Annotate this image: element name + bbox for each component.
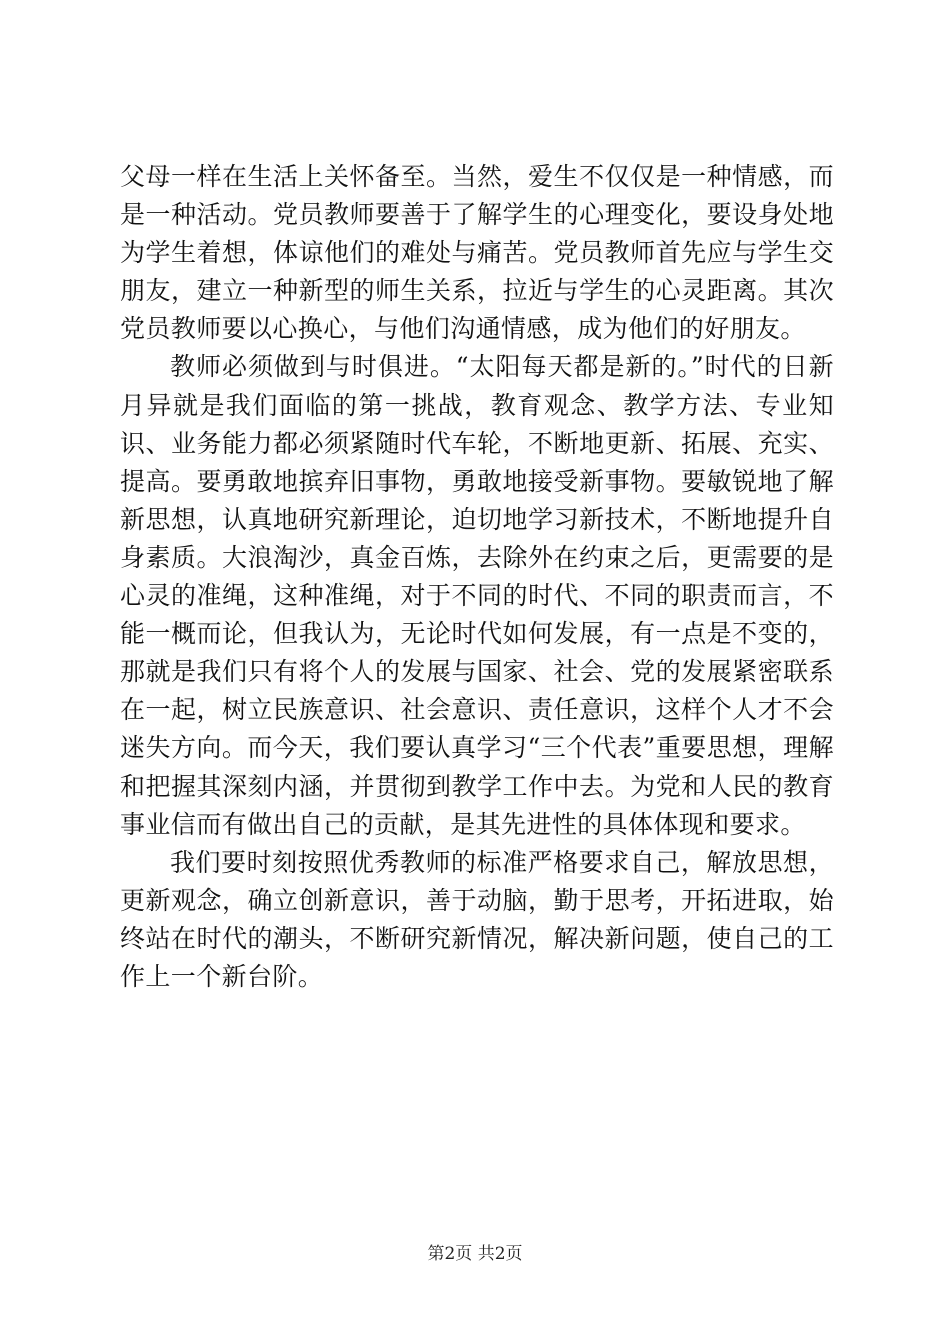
paragraph-continuation: 父母一样在生活上关怀备至。当然，爱生不仅仅是一种情感，而是一种活动。党员教师要善于了解学生的心理变化，要设身处地为学生着想，体谅他们的难处与痛苦。党员教师首先应与学生交朋友，建立一种新型的师生关系，拉近与学生的心灵距离。其次党员教师要以心换心，与他们沟通情感，成为他们的好朋友。: [120, 162, 834, 344]
page-number-footer: 第2页 共2页: [427, 1244, 523, 1264]
document-body: [120, 158, 834, 996]
paragraph-keep-pace-with-times: 教师必须做到与时俱进。“太阳每天都是新的。”时代的日新月异就是我们面临的第一挑战，教育观念、教学方法、专业知识、业务能力都必须紧随时代车轮，不断地更新、拓展、充实、提高。要勇敢地摈弃旧事物，勇敢地接受新事物。要敏锐地了解新思想，认真地研究新理论，迫切地学习新技术，不断地提升自身素质。大浪淘沙，真金百炼，去除外在约束之后，更需要的是心灵的准绳，这种准绳，对于不同的时代、不同的职责而言，不能一概而论，但我认为，无论时代如何发展，有一点是不变的，那就是我们只有将个人的发展与国家、社会、党的发展紧密联系在一起，树立民族意识、社会意识、责任意识，这样个人才不会迷失方向。而今天，我们要认真学习“三个代表”重要思想，理解和把握其深刻内涵，并贯彻到教学工作中去。为党和人民的教育事业信而有做出自己的贡献，是其先进性的具体体现和要求。: [120, 352, 834, 839]
paragraph-strict-standards: 我们要时刻按照优秀教师的标准严格要求自己，解放思想，更新观念，确立创新意识，善于动脑，勤于思考，开拓进取，始终站在时代的潮头，不断研究新情况，解决新问题，使自己的工作上一个新台阶。: [120, 847, 834, 991]
